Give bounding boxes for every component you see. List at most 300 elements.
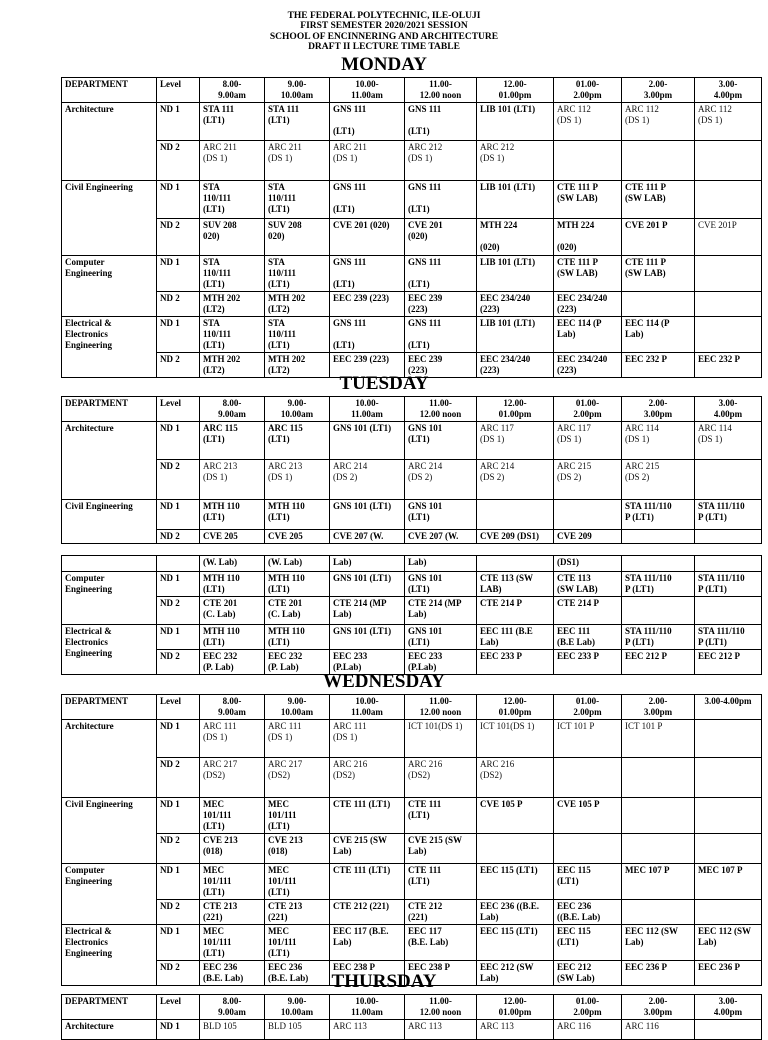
level-label bbox=[157, 556, 200, 572]
school-line: SCHOOL OF ENCINNERING AND ARCHITECTURE bbox=[269, 31, 499, 42]
column-header-time-slot: 3.00- 4.00pm bbox=[695, 78, 762, 103]
course-cell: STA 111/110 P (LT1) bbox=[695, 625, 762, 650]
course-cell: ARC 211 (DS 1) bbox=[265, 141, 330, 181]
course-cell: CTE 111 P (SW LAB) bbox=[622, 256, 695, 292]
course-cell bbox=[622, 292, 695, 317]
course-cell: GNS 111 (LT1) bbox=[405, 256, 477, 292]
course-cell bbox=[554, 758, 622, 798]
course-cell bbox=[622, 900, 695, 925]
course-cell: ARC 217 (DS2) bbox=[200, 758, 265, 798]
course-cell: MTH 110 (LT1) bbox=[200, 500, 265, 530]
course-cell: ARC 111 (DS 1) bbox=[330, 720, 405, 758]
column-header-time-slot: 01.00- 2.00pm bbox=[554, 995, 622, 1020]
course-cell: EEC 233 P bbox=[477, 650, 554, 675]
level-label: ND 1 bbox=[157, 256, 200, 292]
column-header-time-slot: 12.00- 01.00pm bbox=[477, 995, 554, 1020]
table-row bbox=[62, 1020, 762, 1040]
course-cell: EEC 236 ((B.E. Lab) bbox=[477, 900, 554, 925]
course-cell: EEC 112 (SW Lab) bbox=[622, 925, 695, 961]
course-cell bbox=[695, 834, 762, 864]
column-header-time-slot: 3.00- 4.00pm bbox=[695, 995, 762, 1020]
course-cell bbox=[622, 556, 695, 572]
column-header-time-slot: 10.00- 11.00am bbox=[330, 695, 405, 720]
course-cell: EEC 115 (LT1) bbox=[477, 925, 554, 961]
timetable-title: DRAFT II LECTURE TIME TABLE bbox=[308, 41, 460, 52]
course-cell bbox=[695, 141, 762, 181]
course-cell: MTH 110 (LT1) bbox=[200, 625, 265, 650]
course-cell: ARC 216 (DS2) bbox=[477, 758, 554, 798]
course-cell: CTE 214 (MP Lab) bbox=[405, 597, 477, 625]
course-cell: ARC 214 (DS 2) bbox=[477, 460, 554, 500]
course-cell: MTH 202 (LT2) bbox=[200, 292, 265, 317]
day-heading-monday: MONDAY bbox=[341, 54, 427, 75]
column-header-time-slot: 3.00- 4.00pm bbox=[695, 397, 762, 422]
course-cell bbox=[695, 798, 762, 834]
course-cell: ARC 115 (LT1) bbox=[265, 422, 330, 460]
course-cell: EEC 239 (223) bbox=[405, 292, 477, 317]
course-cell: EEC 236 P bbox=[695, 961, 762, 986]
department-name: Civil Engineering bbox=[62, 798, 157, 864]
course-cell: LIB 101 (LT1) bbox=[477, 317, 554, 353]
course-cell: CTE 111 (LT1) bbox=[330, 798, 405, 834]
course-cell: CTE 111 (LT1) bbox=[405, 798, 477, 834]
course-cell: EEC 115 (LT1) bbox=[554, 864, 622, 900]
course-cell: MTH 110 (LT1) bbox=[265, 625, 330, 650]
course-cell: LIB 101 (LT1) bbox=[477, 256, 554, 292]
course-cell: STA 111/110 P (LT1) bbox=[622, 500, 695, 530]
department-name: Electrical & Electronics Engineering bbox=[62, 925, 157, 986]
course-cell bbox=[477, 834, 554, 864]
level-label: ND 1 bbox=[157, 625, 200, 650]
course-cell: CVE 209 (DS1) bbox=[477, 530, 554, 544]
column-header-level: Level bbox=[157, 995, 200, 1020]
course-cell: STA 110/111 (LT1) bbox=[200, 181, 265, 219]
course-cell: ARC 214 (DS 2) bbox=[405, 460, 477, 500]
course-cell: EEC 212 P bbox=[695, 650, 762, 675]
course-cell: GNS 101 (LT1) bbox=[405, 572, 477, 597]
course-cell: GNS 111 (LT1) bbox=[405, 103, 477, 141]
course-cell: EEC 114 (P Lab) bbox=[554, 317, 622, 353]
course-cell: MTH 202 (LT2) bbox=[265, 353, 330, 378]
course-cell: CVE 105 P bbox=[477, 798, 554, 834]
column-header-time-slot: 9.00- 10.00am bbox=[265, 397, 330, 422]
department-name: Computer Engineering bbox=[62, 864, 157, 925]
level-label: ND 1 bbox=[157, 103, 200, 141]
course-cell: EEC 111 (B.E Lab) bbox=[554, 625, 622, 650]
course-cell: GNS 111 (LT1) bbox=[405, 181, 477, 219]
table-row bbox=[62, 625, 762, 650]
course-cell: LIB 101 (LT1) bbox=[477, 181, 554, 219]
column-header-time-slot: 2.00- 3.00pm bbox=[622, 78, 695, 103]
course-cell: EEC 117 (B.E. Lab) bbox=[330, 925, 405, 961]
course-cell: EEC 112 (SW Lab) bbox=[695, 925, 762, 961]
course-cell: ARC 112 (DS 1) bbox=[554, 103, 622, 141]
table-row bbox=[62, 500, 762, 530]
course-cell: ARC 214 (DS 2) bbox=[330, 460, 405, 500]
course-cell: EEC 233 (P.Lab) bbox=[405, 650, 477, 675]
course-cell: CTE 113 (SW LAB) bbox=[477, 572, 554, 597]
course-cell: EEC 236 (B.E. Lab) bbox=[265, 961, 330, 986]
header-row bbox=[62, 995, 762, 1020]
department-name: Electrical & Electronics Engineering bbox=[62, 625, 157, 675]
course-cell: EEC 114 (P Lab) bbox=[622, 317, 695, 353]
department-name bbox=[62, 556, 157, 572]
level-label: ND 1 bbox=[157, 500, 200, 530]
course-cell: MEC 101/111 (LT1) bbox=[265, 798, 330, 834]
course-cell bbox=[622, 798, 695, 834]
course-cell: ARC 211 (DS 1) bbox=[330, 141, 405, 181]
course-cell: STA 110/111 (LT1) bbox=[265, 256, 330, 292]
course-cell: CVE 213 (018) bbox=[200, 834, 265, 864]
day-heading-thursday: THURSDAY bbox=[331, 971, 437, 992]
column-header-time-slot: 11.00- 12.00 noon bbox=[405, 78, 477, 103]
course-cell: ARC 212 (DS 1) bbox=[405, 141, 477, 181]
table-row bbox=[62, 256, 762, 292]
column-header-time-slot: 8.00- 9.00am bbox=[200, 397, 265, 422]
course-cell: MTH 202 (LT2) bbox=[265, 292, 330, 317]
level-label: ND 2 bbox=[157, 597, 200, 625]
course-cell bbox=[695, 720, 762, 758]
course-cell: ARC 215 (DS 2) bbox=[622, 460, 695, 500]
column-header-department: DEPARTMENT bbox=[62, 695, 157, 720]
course-cell bbox=[695, 317, 762, 353]
course-cell bbox=[622, 141, 695, 181]
course-cell: GNS 101 (LT1) bbox=[330, 572, 405, 597]
course-cell bbox=[622, 597, 695, 625]
column-header-department: DEPARTMENT bbox=[62, 78, 157, 103]
table-row bbox=[62, 103, 762, 141]
wednesday-timetable bbox=[61, 694, 762, 986]
column-header-time-slot: 9.00- 10.00am bbox=[265, 78, 330, 103]
course-cell: ARC 216 (DS2) bbox=[330, 758, 405, 798]
column-header-department: DEPARTMENT bbox=[62, 397, 157, 422]
course-cell: MEC 101/111 (LT1) bbox=[200, 925, 265, 961]
course-cell: EEC 232 (P. Lab) bbox=[265, 650, 330, 675]
course-cell bbox=[695, 460, 762, 500]
column-header-department: DEPARTMENT bbox=[62, 995, 157, 1020]
course-cell: EEC 234/240 (223) bbox=[554, 292, 622, 317]
course-cell bbox=[622, 758, 695, 798]
course-cell: ICT 101 P bbox=[554, 720, 622, 758]
course-cell bbox=[695, 530, 762, 544]
level-label: ND 1 bbox=[157, 181, 200, 219]
course-cell: SUV 208 020) bbox=[265, 219, 330, 256]
course-cell: ARC 115 (LT1) bbox=[200, 422, 265, 460]
level-label: ND 1 bbox=[157, 864, 200, 900]
department-name: Civil Engineering bbox=[62, 181, 157, 256]
course-cell: EEC 239 (223) bbox=[330, 353, 405, 378]
course-cell: ARC 112 (DS 1) bbox=[695, 103, 762, 141]
table-row bbox=[62, 556, 762, 572]
department-name: Computer Engineering bbox=[62, 256, 157, 317]
course-cell: ARC 114 (DS 1) bbox=[695, 422, 762, 460]
course-cell: ICT 101(DS 1) bbox=[477, 720, 554, 758]
course-cell: CVE 105 P bbox=[554, 798, 622, 834]
course-cell bbox=[554, 141, 622, 181]
course-cell: CTE 111 P (SW LAB) bbox=[622, 181, 695, 219]
course-cell: ARC 112 (DS 1) bbox=[622, 103, 695, 141]
level-label: ND 2 bbox=[157, 141, 200, 181]
course-cell: MEC 101/111 (LT1) bbox=[265, 864, 330, 900]
course-cell: BLD 105 bbox=[265, 1020, 330, 1040]
thursday-timetable bbox=[61, 994, 762, 1040]
table-row bbox=[62, 422, 762, 460]
level-label: ND 1 bbox=[157, 1020, 200, 1040]
column-header-time-slot: 10.00- 11.00am bbox=[330, 78, 405, 103]
level-label: ND 2 bbox=[157, 292, 200, 317]
column-header-time-slot: 2.00- 3.00pm bbox=[622, 695, 695, 720]
tuesday-timetable-continued bbox=[61, 555, 762, 675]
course-cell: CTE 111 P (SW LAB) bbox=[554, 256, 622, 292]
course-cell: EEC 236 (B.E. Lab) bbox=[200, 961, 265, 986]
course-cell bbox=[695, 292, 762, 317]
course-cell: ARC 113 bbox=[477, 1020, 554, 1040]
course-cell: STA 111/110 P (LT1) bbox=[695, 500, 762, 530]
course-cell: ARC 117 (DS 1) bbox=[477, 422, 554, 460]
course-cell: ARC 212 (DS 1) bbox=[477, 141, 554, 181]
column-header-time-slot: 12.00- 01.00pm bbox=[477, 695, 554, 720]
monday-timetable bbox=[61, 77, 762, 378]
column-header-time-slot: 8.00- 9.00am bbox=[200, 995, 265, 1020]
course-cell: ARC 213 (DS 1) bbox=[265, 460, 330, 500]
course-cell: MTH 224 (020) bbox=[477, 219, 554, 256]
level-label: ND 2 bbox=[157, 961, 200, 986]
department-name: Civil Engineering bbox=[62, 500, 157, 544]
course-cell: CTE 214 P bbox=[554, 597, 622, 625]
course-cell: STA 110/111 (LT1) bbox=[265, 181, 330, 219]
course-cell: GNS 111 (LT1) bbox=[405, 317, 477, 353]
course-cell: EEC 239 (223) bbox=[405, 353, 477, 378]
course-cell: STA 111/110 P (LT1) bbox=[622, 625, 695, 650]
level-label: ND 1 bbox=[157, 317, 200, 353]
course-cell: CTE 214 P bbox=[477, 597, 554, 625]
table-row bbox=[62, 720, 762, 758]
course-cell: CTE 113 (SW LAB) bbox=[554, 572, 622, 597]
department-name: Electrical & Electronics Engineering bbox=[62, 317, 157, 378]
course-cell: CVE 215 (SW Lab) bbox=[405, 834, 477, 864]
header-row bbox=[62, 78, 762, 103]
course-cell: CVE 201P bbox=[695, 219, 762, 256]
course-cell: MEC 101/111 (LT1) bbox=[200, 864, 265, 900]
course-cell: MTH 110 (LT1) bbox=[200, 572, 265, 597]
course-cell: STA 111 (LT1) bbox=[265, 103, 330, 141]
course-cell: ARC 113 bbox=[330, 1020, 405, 1040]
column-header-time-slot: 12.00- 01.00pm bbox=[477, 78, 554, 103]
course-cell: MTH 202 (LT2) bbox=[200, 353, 265, 378]
table-row bbox=[62, 758, 762, 798]
course-cell: CVE 201 (020) bbox=[405, 219, 477, 256]
course-cell: CVE 213 (018) bbox=[265, 834, 330, 864]
table-row bbox=[62, 597, 762, 625]
course-cell: ARC 113 bbox=[405, 1020, 477, 1040]
course-cell bbox=[622, 530, 695, 544]
course-cell: ICT 101(DS 1) bbox=[405, 720, 477, 758]
department-name: Computer Engineering bbox=[62, 572, 157, 625]
course-cell: CVE 205 bbox=[200, 530, 265, 544]
course-cell: Lab) bbox=[330, 556, 405, 572]
course-cell: ARC 111 (DS 1) bbox=[200, 720, 265, 758]
course-cell: STA 110/111 (LT1) bbox=[200, 256, 265, 292]
course-cell: EEC 233 P bbox=[554, 650, 622, 675]
column-header-time-slot: 01.00- 2.00pm bbox=[554, 397, 622, 422]
course-cell bbox=[695, 256, 762, 292]
course-cell: GNS 101 (LT1) bbox=[405, 422, 477, 460]
course-cell: GNS 111 (LT1) bbox=[330, 103, 405, 141]
level-label: ND 1 bbox=[157, 720, 200, 758]
course-cell: EEC 238 P bbox=[330, 961, 405, 986]
course-cell: CTE 201 (C. Lab) bbox=[265, 597, 330, 625]
course-cell: MEC 107 P bbox=[622, 864, 695, 900]
level-label: ND 2 bbox=[157, 219, 200, 256]
day-heading-wednesday: WEDNESDAY bbox=[323, 671, 445, 692]
course-cell: SUV 208 020) bbox=[200, 219, 265, 256]
table-row bbox=[62, 219, 762, 256]
course-cell: CVE 207 (W. bbox=[330, 530, 405, 544]
day-heading-tuesday: TUESDAY bbox=[339, 373, 429, 394]
table-row bbox=[62, 292, 762, 317]
course-cell: EEC 234/240 (223) bbox=[554, 353, 622, 378]
course-cell: GNS 101 (LT1) bbox=[330, 500, 405, 530]
course-cell: EEC 115 (LT1) bbox=[554, 925, 622, 961]
department-name: Architecture bbox=[62, 422, 157, 500]
course-cell: EEC 232 P bbox=[695, 353, 762, 378]
course-cell bbox=[695, 597, 762, 625]
column-header-time-slot: 8.00- 9.00am bbox=[200, 695, 265, 720]
course-cell: CTE 111 P (SW LAB) bbox=[554, 181, 622, 219]
table-row bbox=[62, 900, 762, 925]
course-cell: STA 111/110 P (LT1) bbox=[622, 572, 695, 597]
column-header-time-slot: 9.00- 10.00am bbox=[265, 995, 330, 1020]
course-cell: Lab) bbox=[405, 556, 477, 572]
course-cell: MEC 101/111 (LT1) bbox=[265, 925, 330, 961]
column-header-level: Level bbox=[157, 397, 200, 422]
course-cell: CTE 201 (C. Lab) bbox=[200, 597, 265, 625]
table-row bbox=[62, 141, 762, 181]
level-label: ND 2 bbox=[157, 758, 200, 798]
level-label: ND 2 bbox=[157, 650, 200, 675]
course-cell: GNS 111 (LT1) bbox=[330, 317, 405, 353]
course-cell: GNS 101 (LT1) bbox=[405, 625, 477, 650]
course-cell: CTE 111 (LT1) bbox=[405, 864, 477, 900]
course-cell: (DS1) bbox=[554, 556, 622, 572]
department-name: Architecture bbox=[62, 720, 157, 798]
column-header-level: Level bbox=[157, 695, 200, 720]
course-cell: EEC 236 ((B.E. Lab) bbox=[554, 900, 622, 925]
course-cell: EEC 232 (P. Lab) bbox=[200, 650, 265, 675]
course-cell bbox=[695, 181, 762, 219]
column-header-time-slot: 11.00- 12.00 noon bbox=[405, 995, 477, 1020]
course-cell: CVE 205 bbox=[265, 530, 330, 544]
level-label: ND 1 bbox=[157, 925, 200, 961]
course-cell: CTE 213 (221) bbox=[200, 900, 265, 925]
table-row bbox=[62, 460, 762, 500]
course-cell: GNS 101 (LT1) bbox=[330, 422, 405, 460]
table-row bbox=[62, 834, 762, 864]
course-cell: MEC 107 P bbox=[695, 864, 762, 900]
column-header-time-slot: 8.00- 9.00am bbox=[200, 78, 265, 103]
course-cell: GNS 101 (LT1) bbox=[330, 625, 405, 650]
course-cell: CTE 111 (LT1) bbox=[330, 864, 405, 900]
course-cell: (W. Lab) bbox=[200, 556, 265, 572]
column-header-time-slot: 10.00- 11.00am bbox=[330, 397, 405, 422]
tuesday-timetable bbox=[61, 396, 762, 544]
course-cell bbox=[695, 1020, 762, 1040]
course-cell: EEC 238 P bbox=[405, 961, 477, 986]
course-cell: CTE 212 (221) bbox=[405, 900, 477, 925]
course-cell bbox=[477, 500, 554, 530]
course-cell: CVE 201 P bbox=[622, 219, 695, 256]
header-row bbox=[62, 695, 762, 720]
level-label: ND 2 bbox=[157, 900, 200, 925]
course-cell: ARC 111 (DS 1) bbox=[265, 720, 330, 758]
course-cell: EEC 236 P bbox=[622, 961, 695, 986]
course-cell: GNS 101 (LT1) bbox=[405, 500, 477, 530]
course-cell: CVE 209 bbox=[554, 530, 622, 544]
course-cell: CVE 215 (SW Lab) bbox=[330, 834, 405, 864]
course-cell: ARC 116 bbox=[554, 1020, 622, 1040]
column-header-level: Level bbox=[157, 78, 200, 103]
course-cell bbox=[695, 758, 762, 798]
course-cell: ARC 217 (DS2) bbox=[265, 758, 330, 798]
header-row bbox=[62, 397, 762, 422]
course-cell: MTH 110 (LT1) bbox=[265, 500, 330, 530]
course-cell: EEC 115 (LT1) bbox=[477, 864, 554, 900]
course-cell: EEC 239 (223) bbox=[330, 292, 405, 317]
course-cell: MTH 224 (020) bbox=[554, 219, 622, 256]
institution-name: THE FEDERAL POLYTECHNIC, ILE-OLUJI bbox=[287, 11, 481, 21]
course-cell: LIB 101 (LT1) bbox=[477, 103, 554, 141]
course-cell bbox=[554, 834, 622, 864]
course-cell: EEC 212 P bbox=[622, 650, 695, 675]
course-cell: EEC 233 (P.Lab) bbox=[330, 650, 405, 675]
course-cell: EEC 212 (SW Lab) bbox=[477, 961, 554, 986]
column-header-time-slot: 2.00- 3.00pm bbox=[622, 397, 695, 422]
course-cell: EEC 212 (SW Lab) bbox=[554, 961, 622, 986]
column-header-time-slot: 01.00- 2.00pm bbox=[554, 78, 622, 103]
table-row bbox=[62, 572, 762, 597]
course-cell: CVE 207 (W. bbox=[405, 530, 477, 544]
document-header bbox=[0, 11, 768, 52]
level-label: ND 2 bbox=[157, 530, 200, 544]
level-label: ND 1 bbox=[157, 798, 200, 834]
table-row bbox=[62, 181, 762, 219]
level-label: ND 2 bbox=[157, 353, 200, 378]
course-cell: ARC 215 (DS 2) bbox=[554, 460, 622, 500]
course-cell: CTE 214 (MP Lab) bbox=[330, 597, 405, 625]
column-header-time-slot: 2.00- 3.00pm bbox=[622, 995, 695, 1020]
course-cell: ARC 216 (DS2) bbox=[405, 758, 477, 798]
column-header-time-slot: 11.00- 12.00 noon bbox=[405, 397, 477, 422]
course-cell: MEC 101/111 (LT1) bbox=[200, 798, 265, 834]
course-cell: ARC 117 (DS 1) bbox=[554, 422, 622, 460]
course-cell: ARC 213 (DS 1) bbox=[200, 460, 265, 500]
column-header-time-slot: 12.00- 01.00pm bbox=[477, 397, 554, 422]
course-cell: EEC 234/240 (223) bbox=[477, 353, 554, 378]
table-row bbox=[62, 798, 762, 834]
table-row bbox=[62, 317, 762, 353]
course-cell: ARC 116 bbox=[622, 1020, 695, 1040]
course-cell: CTE 213 (221) bbox=[265, 900, 330, 925]
course-cell bbox=[695, 556, 762, 572]
course-cell: CVE 201 (020) bbox=[330, 219, 405, 256]
course-cell: EEC 232 P bbox=[622, 353, 695, 378]
level-label: ND 1 bbox=[157, 422, 200, 460]
column-header-time-slot: 10.00- 11.00am bbox=[330, 995, 405, 1020]
table-row bbox=[62, 864, 762, 900]
course-cell: GNS 111 (LT1) bbox=[330, 181, 405, 219]
level-label: ND 2 bbox=[157, 834, 200, 864]
course-cell: BLD 105 bbox=[200, 1020, 265, 1040]
